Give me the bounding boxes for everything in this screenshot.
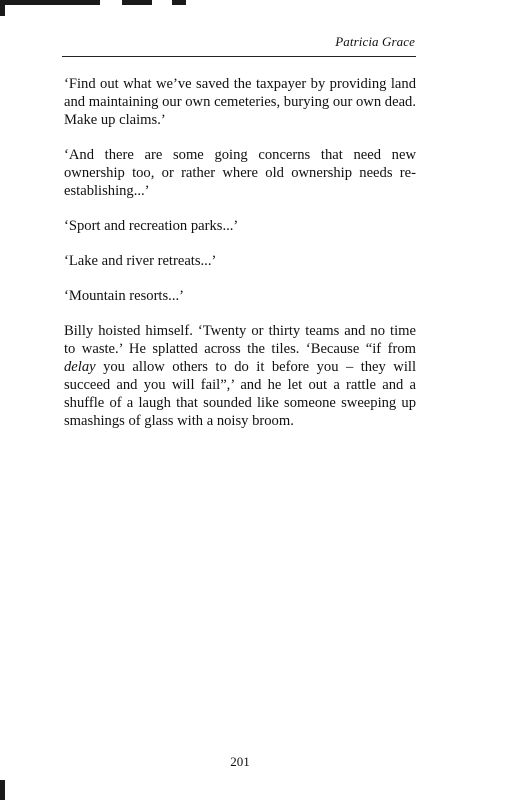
paragraph: [64, 217, 416, 235]
text-run: ‘Mountain resorts...’: [64, 288, 184, 304]
scan-edge-top-3: [172, 0, 186, 5]
body-text: [64, 75, 416, 447]
text-run: ‘Lake and river retreats...’: [64, 253, 217, 269]
scan-edge-left-bottom: [0, 780, 5, 800]
paragraph: [64, 322, 416, 430]
paragraph: [64, 75, 416, 129]
paragraph: [64, 252, 416, 270]
paragraph: [64, 146, 416, 200]
scan-edge-left-top: [0, 0, 5, 16]
scan-edge-top-2: [122, 0, 152, 5]
text-run: you allow others to do it before you – they will succeed and you will fail”,’ and he let out a rattle and a shuffle of a laugh that sounded like someone sweeping up smashings of glass with a noisy broom.: [64, 359, 416, 429]
page-number: 201: [230, 754, 250, 769]
text-run: ‘And there are some going concerns that need new ownership too, or rather where old ownership needs re-establishing...’: [64, 147, 416, 199]
text-run: ‘Sport and recreation parks...’: [64, 218, 239, 234]
text-run: ‘Find out what we’ve saved the taxpayer by providing land and maintaining our own cemeteries, burying our own dead. Make up claims.’: [64, 76, 416, 128]
running-head: Patricia Grace: [335, 34, 415, 49]
emphasis-text: delay: [64, 359, 96, 375]
text-run: Billy hoisted himself. ‘Twenty or thirty teams and no time to waste.’ He splatted across the tiles. ‘Because “if from: [64, 323, 416, 357]
header-rule: [62, 56, 416, 57]
paragraph: [64, 287, 416, 305]
scan-edge-top-1: [0, 0, 100, 5]
